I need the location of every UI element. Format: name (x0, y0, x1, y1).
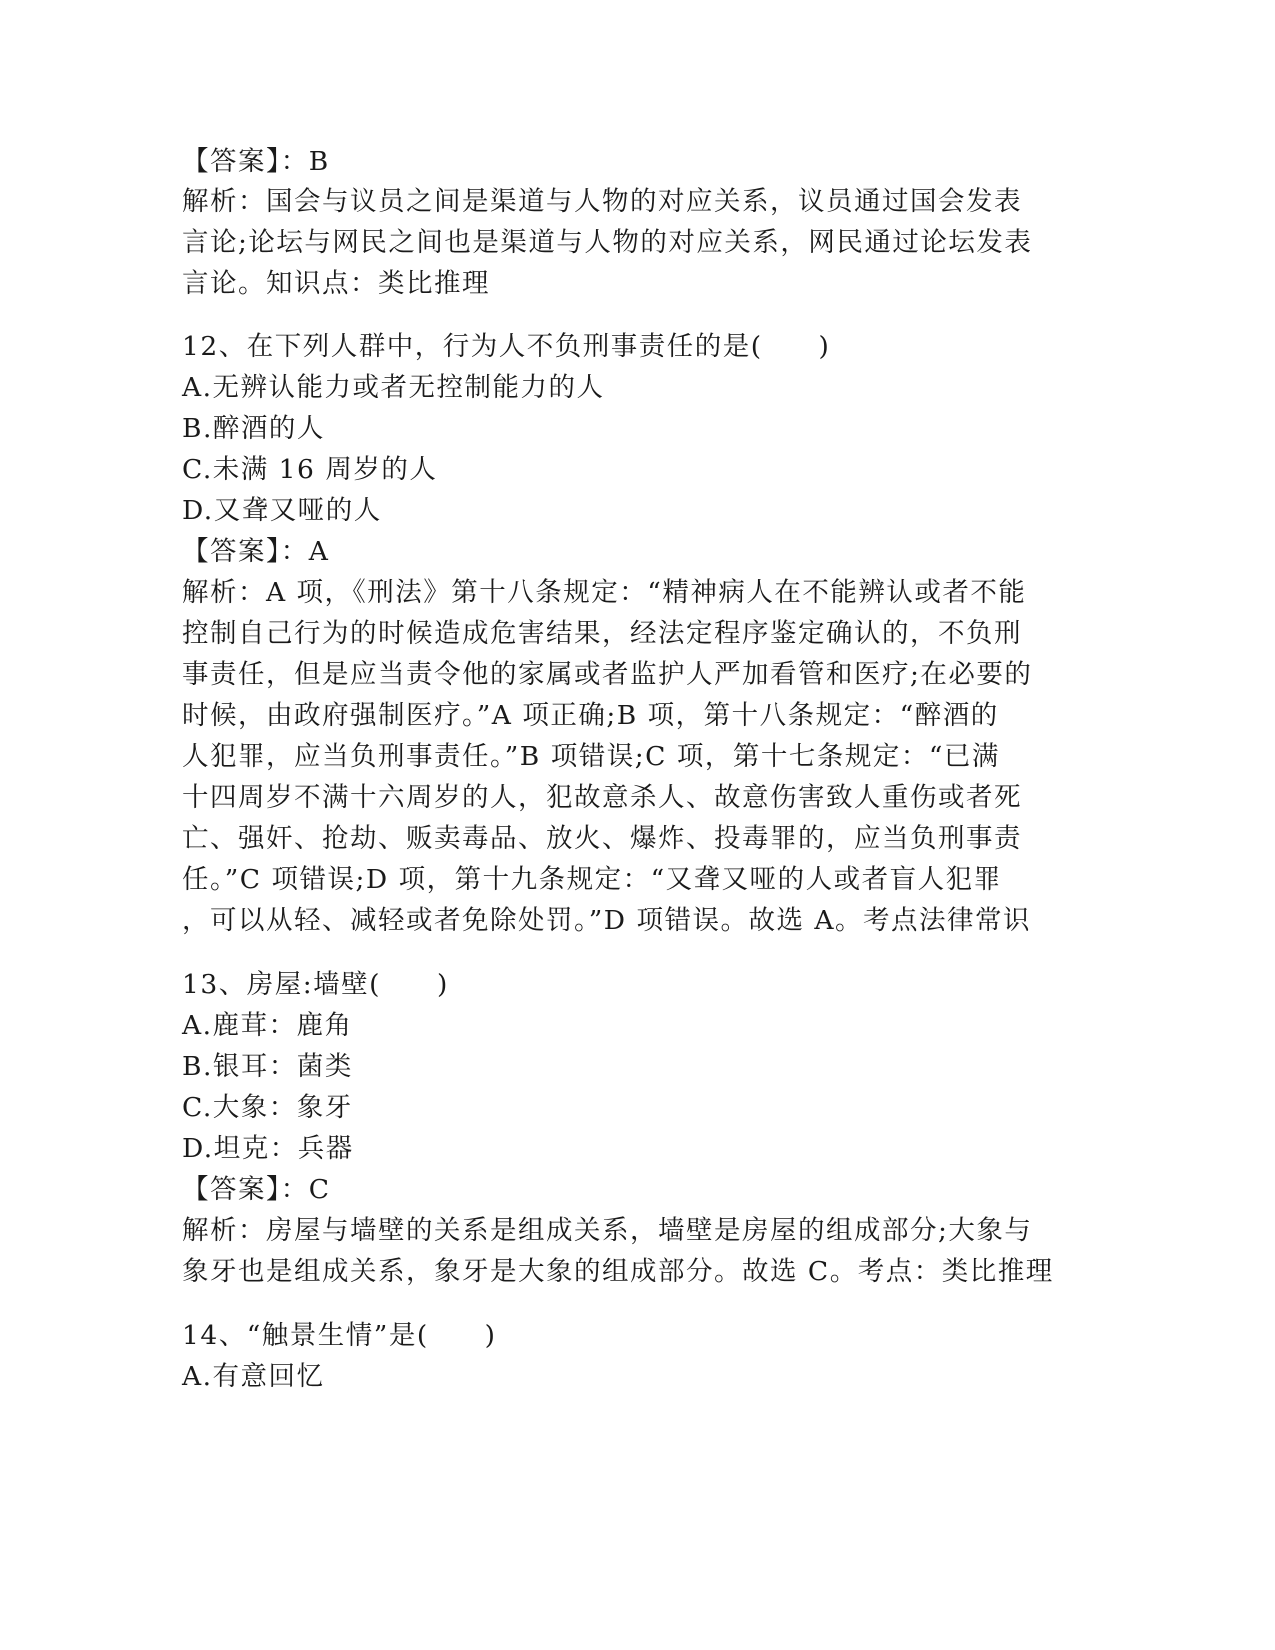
q12-analysis-line-6: 十四周岁不满十六周岁的人，犯故意杀人、故意伤害致人重伤或者死 (182, 782, 1022, 813)
q11-analysis-line-1: 解析：国会与议员之间是渠道与人物的对应关系，议员通过国会发表 (182, 186, 1022, 217)
q13-answer: 【答案】：C (182, 1174, 331, 1205)
q13-option-a: A.鹿茸：鹿角 (182, 1010, 353, 1041)
q12-analysis-line-5: 人犯罪，应当负刑事责任。”B 项错误;C 项，第十七条规定：“已满 (182, 741, 1000, 772)
q12-option-a: A.无辨认能力或者无控制能力的人 (182, 372, 605, 403)
q12-question: 12、在下列人群中，行为人不负刑事责任的是( ) (182, 331, 831, 362)
q13-question: 13、房屋:墙壁( ) (182, 969, 449, 1000)
q13-option-c: C.大象：象牙 (182, 1092, 353, 1123)
q14-question: 14、“触景生情”是( ) (182, 1320, 497, 1351)
q12-analysis-line-9: ，可以从轻、减轻或者免除处罚。”D 项错误。故选 A。考点法律常识 (182, 905, 1032, 936)
q12-analysis-line-4: 时候，由政府强制医疗。”A 项正确;B 项，第十八条规定：“醉酒的 (182, 700, 999, 731)
q12-analysis-line-7: 亡、强奸、抢劫、贩卖毒品、放火、爆炸、投毒罪的，应当负刑事责 (182, 823, 1022, 854)
q13-option-b: B.银耳：菌类 (182, 1051, 353, 1082)
q12-option-b: B.醉酒的人 (182, 413, 325, 444)
q12-analysis-line-1: 解析：A 项，《刑法》第十八条规定：“精神病人在不能辨认或者不能 (182, 577, 1027, 608)
q11-answer: 【答案】：B (182, 146, 330, 177)
q12-option-c: C.未满 16 周岁的人 (182, 454, 438, 485)
q12-analysis-line-8: 任。”C 项错误;D 项，第十九条规定：“又聋又哑的人或者盲人犯罪 (182, 864, 1002, 895)
q13-analysis-line-1: 解析：房屋与墙壁的关系是组成关系，墙壁是房屋的组成部分;大象与 (182, 1215, 1033, 1246)
q13-analysis-line-2: 象牙也是组成关系，象牙是大象的组成部分。故选 C。考点：类比推理 (182, 1256, 1054, 1287)
q12-analysis-line-2: 控制自己行为的时候造成危害结果，经法定程序鉴定确认的，不负刑 (182, 618, 1022, 649)
q12-option-d: D.又聋又哑的人 (182, 495, 382, 526)
q13-option-d: D.坦克：兵器 (182, 1133, 354, 1164)
q14-option-a: A.有意回忆 (182, 1361, 325, 1392)
q11-analysis-line-3: 言论。知识点：类比推理 (182, 268, 490, 299)
q11-analysis-line-2: 言论;论坛与网民之间也是渠道与人物的对应关系，网民通过论坛发表 (182, 227, 1033, 258)
q12-answer: 【答案】：A (182, 536, 330, 567)
q12-analysis-line-3: 事责任，但是应当责令他的家属或者监护人严加看管和医疗;在必要的 (182, 659, 1033, 690)
